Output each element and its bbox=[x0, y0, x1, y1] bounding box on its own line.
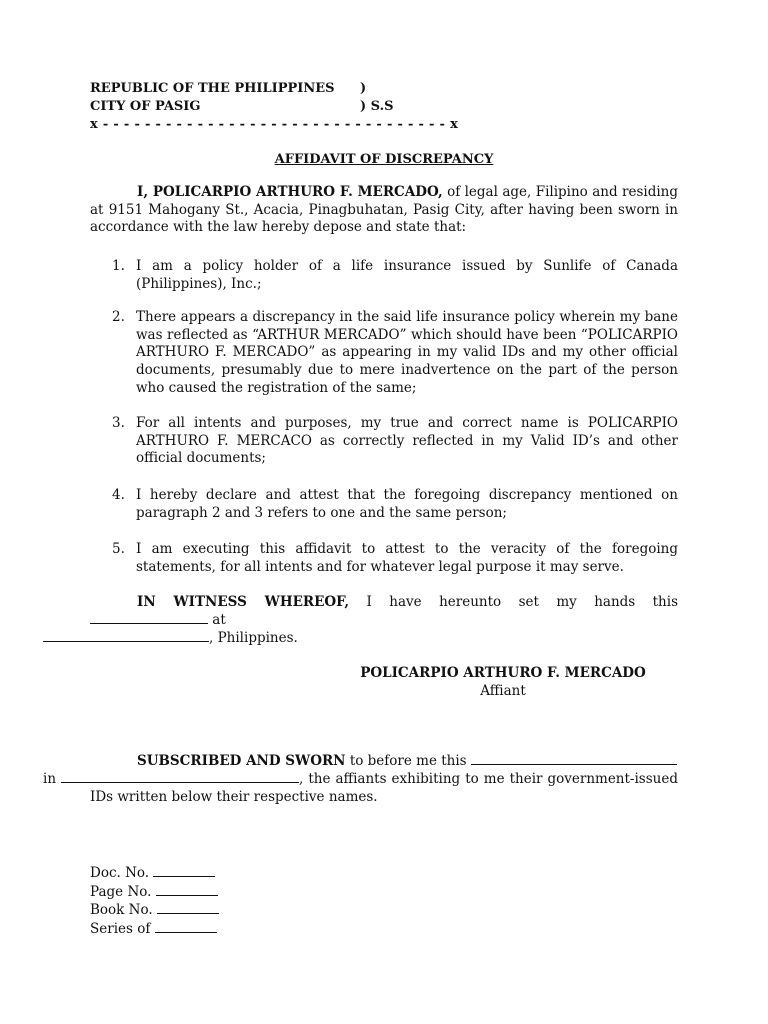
doc-number-label: Doc. No. bbox=[90, 865, 154, 881]
jurat-in: in bbox=[43, 771, 62, 787]
jurat-paragraph bbox=[43, 752, 678, 806]
list-item-number: 5. bbox=[112, 541, 125, 557]
page-number-label: Page No. bbox=[90, 883, 156, 900]
date-blank[interactable] bbox=[90, 611, 208, 624]
list-item-number: 3. bbox=[112, 415, 125, 431]
notary-register bbox=[90, 864, 219, 939]
signature-block bbox=[0, 664, 768, 700]
jurat-lead: SUBSCRIBED AND SWORN bbox=[137, 753, 346, 769]
jurat-date-blank[interactable] bbox=[471, 752, 677, 765]
list-item bbox=[90, 309, 678, 398]
list-item-number: 2. bbox=[112, 309, 125, 325]
affiant-name-intro: I, POLICARPIO ARTHURO F. MERCADO, bbox=[137, 184, 443, 200]
venue-republic: REPUBLIC OF THE PHILIPPINES bbox=[90, 81, 335, 96]
venue-paren: ) bbox=[360, 81, 367, 96]
list-item bbox=[90, 415, 678, 468]
list-item-number: 1. bbox=[112, 258, 125, 274]
book-number-blank[interactable] bbox=[157, 901, 219, 914]
doc-number-blank[interactable] bbox=[153, 864, 215, 877]
witness-at: at bbox=[208, 612, 226, 628]
book-number-label: Book No. bbox=[90, 902, 157, 919]
witness-lead: IN WITNESS WHEREOF, bbox=[137, 594, 350, 610]
series-label: Series of bbox=[90, 921, 155, 938]
series-blank[interactable] bbox=[155, 920, 217, 933]
affiant-role: Affiant bbox=[480, 683, 526, 699]
intro-text: of legal age, Filipino and residing at 9151 Mahogany St., Acacia, Pinagbuhatan, Pasig City, after having been sworn in accordance with the law hereby depose and state that: bbox=[90, 184, 678, 236]
document-title bbox=[0, 152, 768, 167]
witness-paragraph bbox=[90, 593, 678, 647]
venue-city: CITY OF PASIG bbox=[90, 99, 201, 114]
doc-number-line bbox=[90, 864, 219, 883]
list-item-text: I am a policy holder of a life insurance issued by Sunlife of Canada (Philippines), Inc.; bbox=[136, 258, 678, 292]
document-title-text: AFFIDAVIT OF DISCREPANCY bbox=[274, 152, 494, 167]
jurat-rest: , the affiants exhibiting to me their government-issued IDs written below their respective names. bbox=[90, 771, 678, 805]
witness-philippines: , Philippines. bbox=[209, 630, 298, 646]
venue-divider: x - - - - - - - - - - - - - - - - - - - - - - - - - - - - - - - - - x bbox=[90, 117, 459, 132]
affiant-signature-name: POLICARPIO ARTHURO F. MERCADO bbox=[360, 665, 646, 681]
venue-block bbox=[90, 80, 458, 134]
list-item-text: For all intents and purposes, my true and correct name is POLICARPIO ARTHURO F. MERCACO as correctly reflected in my Valid ID’s and other official documents; bbox=[136, 415, 678, 467]
place-blank[interactable] bbox=[43, 629, 209, 642]
list-item-text: There appears a discrepancy in the said life insurance policy wherein my bane was reflected as “ARTHUR MERCADO” which should have been “POLICARPIO ARTHURO F. MERCADO” as appearing in my valid IDs and my other official documents, presumably due to mere inadvertence on the part of the person who caused the registration of the same; bbox=[136, 309, 678, 396]
list-item-text: I hereby declare and attest that the foregoing discrepancy mentioned on paragraph 2 and 3 refers to one and the same person; bbox=[136, 487, 678, 521]
page-number-blank[interactable] bbox=[156, 883, 218, 896]
list-item-text: I am executing this affidavit to attest to the veracity of the foregoing statements, for all intents and for whatever legal purpose it may serve. bbox=[136, 541, 678, 575]
list-item bbox=[90, 487, 678, 522]
venue-ss: ) S.S bbox=[360, 99, 394, 114]
list-item bbox=[90, 541, 678, 576]
witness-text: I have hereunto set my hands this bbox=[349, 594, 678, 610]
intro-paragraph bbox=[90, 184, 678, 237]
book-number-line bbox=[90, 901, 219, 920]
jurat-place-blank[interactable] bbox=[61, 770, 299, 783]
list-item bbox=[90, 258, 678, 293]
jurat-text: to before me this bbox=[345, 753, 471, 769]
list-item-number: 4. bbox=[112, 487, 125, 503]
series-line bbox=[90, 920, 219, 939]
page-number-line bbox=[90, 883, 219, 902]
